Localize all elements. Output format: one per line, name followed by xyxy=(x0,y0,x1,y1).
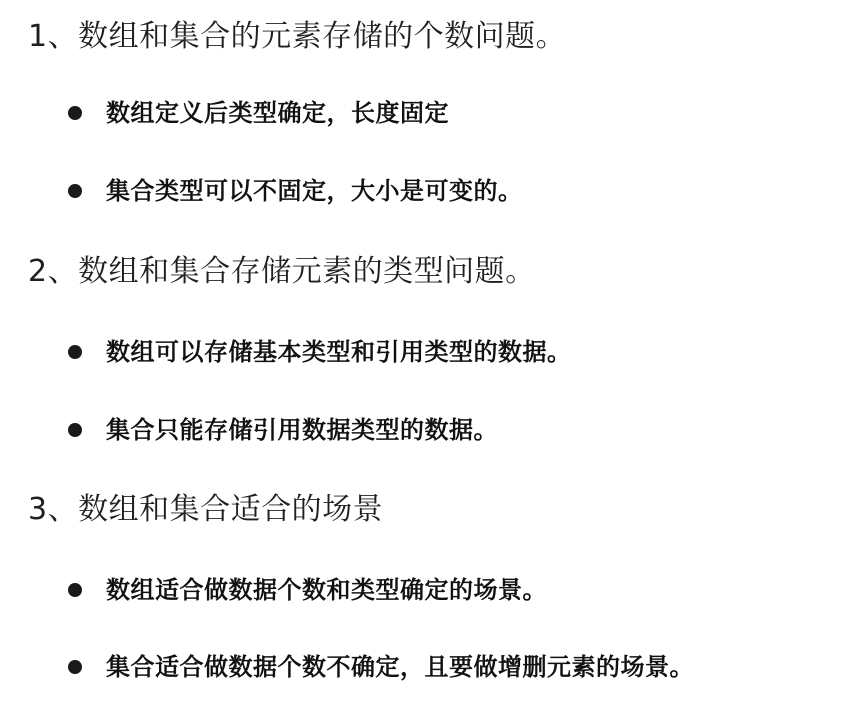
list-item-text: 数组定义后类型确定，长度固定 xyxy=(106,99,449,127)
list-item xyxy=(68,173,523,209)
section-heading: 1、数组和集合的元素存储的个数问题。 xyxy=(28,19,567,54)
section-heading: 3、数组和集合适合的场景 xyxy=(28,492,384,527)
section-heading: 2、数组和集合存储元素的类型问题。 xyxy=(28,254,536,289)
list-item-text: 集合只能存储引用数据类型的数据。 xyxy=(106,416,498,444)
bullet-dot-icon xyxy=(68,106,82,120)
list-item-text: 集合类型可以不固定，大小是可变的。 xyxy=(106,177,523,205)
bullet-dot-icon xyxy=(68,423,82,437)
list-item-text: 数组可以存储基本类型和引用类型的数据。 xyxy=(106,338,572,366)
list-item xyxy=(68,412,498,448)
list-item-text: 集合适合做数据个数不确定，且要做增删元素的场景。 xyxy=(106,653,694,681)
list-item xyxy=(68,95,449,131)
bullet-dot-icon xyxy=(68,583,82,597)
bullet-dot-icon xyxy=(68,184,82,198)
list-item xyxy=(68,649,694,685)
bullet-dot-icon xyxy=(68,345,82,359)
list-item-text: 数组适合做数据个数和类型确定的场景。 xyxy=(106,576,547,604)
list-item xyxy=(68,572,547,608)
bullet-dot-icon xyxy=(68,660,82,674)
list-item xyxy=(68,334,572,370)
